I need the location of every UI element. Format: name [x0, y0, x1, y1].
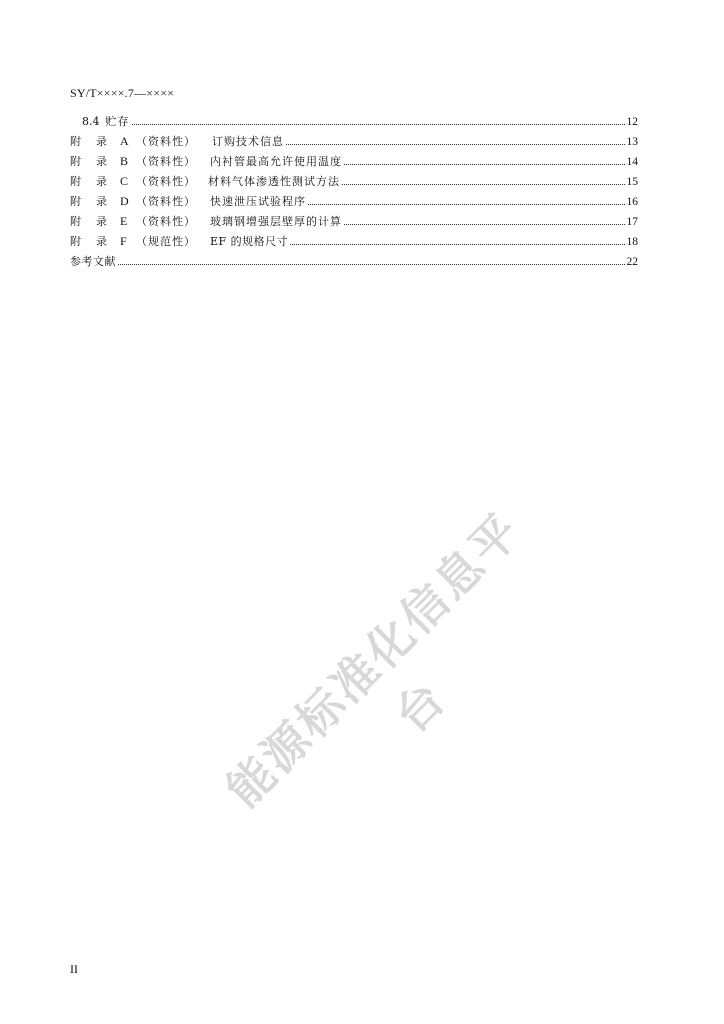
appendix-prefix: 附: [70, 215, 81, 228]
appendix-letter: D: [120, 194, 129, 208]
toc-entry-label: [70, 233, 288, 249]
toc-leader-dots: [118, 264, 625, 265]
appendix-type: （资料性）: [136, 175, 196, 188]
appendix-prefix: 附: [70, 135, 81, 148]
appendix-prefix: 附: [70, 235, 81, 248]
toc-entry-label: [70, 193, 306, 209]
toc-page-number: 16: [626, 196, 638, 208]
standard-code-header: SY/T××××.7—××××: [70, 86, 175, 100]
appendix-letter: A: [120, 134, 129, 148]
toc-entry-label: [70, 253, 116, 269]
toc-page-number: 17: [626, 216, 638, 228]
toc-entry-title: 贮存: [105, 115, 130, 128]
appendix-type: （资料性）: [136, 195, 196, 208]
toc-leader-dots: [344, 164, 625, 165]
toc-entry-label: [70, 153, 342, 169]
appendix-prefix-2: 录: [96, 175, 107, 188]
toc-page-number: 12: [626, 116, 638, 128]
toc-entry-title: 参考文献: [70, 255, 116, 268]
toc-entry-appendix-d[interactable]: [70, 193, 638, 213]
toc-entry-label: [70, 173, 340, 189]
toc-entry-title: 玻璃钢增强层壁厚的计算: [210, 215, 342, 228]
toc-entry-appendix-a[interactable]: [70, 133, 638, 153]
toc-entry-appendix-b[interactable]: [70, 153, 638, 173]
table-of-contents: [70, 113, 638, 273]
appendix-prefix-2: 录: [96, 155, 107, 168]
toc-entry-label: [70, 133, 284, 149]
toc-entry-appendix-f[interactable]: [70, 233, 638, 253]
appendix-prefix: 附: [70, 155, 81, 168]
appendix-letter: F: [120, 234, 127, 248]
appendix-type: （资料性）: [136, 135, 196, 148]
appendix-letter: E: [120, 214, 128, 228]
toc-entry-appendix-c[interactable]: [70, 173, 638, 193]
toc-leader-dots: [290, 244, 624, 245]
appendix-prefix-2: 录: [96, 215, 107, 228]
toc-leader-dots: [286, 144, 625, 145]
toc-entry-8-4[interactable]: [70, 113, 638, 133]
toc-page-number: 22: [626, 256, 638, 268]
appendix-prefix-2: 录: [96, 135, 107, 148]
toc-page-number: 13: [626, 136, 638, 148]
toc-page-number: 14: [626, 156, 638, 168]
toc-entry-title: 订购技术信息: [212, 135, 284, 148]
toc-leader-dots: [132, 124, 625, 125]
toc-page-number: 15: [626, 176, 638, 188]
toc-entry-title: 材料气体渗透性测试方法: [208, 175, 340, 188]
toc-entry-title: 快速泄压试验程序: [210, 195, 306, 208]
appendix-type: （资料性）: [136, 155, 196, 168]
toc-entry-label: [70, 213, 342, 229]
toc-entry-label: [82, 113, 130, 129]
appendix-prefix: 附: [70, 175, 81, 188]
toc-leader-dots: [344, 224, 625, 225]
appendix-letter: C: [120, 174, 129, 188]
toc-entry-title: 内衬管最高允许使用温度: [210, 155, 342, 168]
appendix-type: （规范性）: [136, 235, 196, 248]
appendix-prefix: 附: [70, 195, 81, 208]
toc-leader-dots: [308, 204, 625, 205]
toc-section-number: 8.4: [82, 115, 100, 128]
appendix-type: （资料性）: [136, 215, 196, 228]
page-number-footer: II: [70, 962, 78, 976]
appendix-prefix-2: 录: [96, 195, 107, 208]
toc-entry-references[interactable]: [70, 253, 638, 273]
appendix-prefix-2: 录: [96, 235, 107, 248]
toc-entry-title: EF 的规格尺寸: [210, 235, 289, 248]
toc-leader-dots: [342, 184, 625, 185]
appendix-letter: B: [120, 154, 129, 168]
toc-page-number: 18: [626, 236, 638, 248]
toc-entry-appendix-e[interactable]: [70, 213, 638, 233]
watermark-text: 能源标准化信息平台: [216, 502, 532, 818]
